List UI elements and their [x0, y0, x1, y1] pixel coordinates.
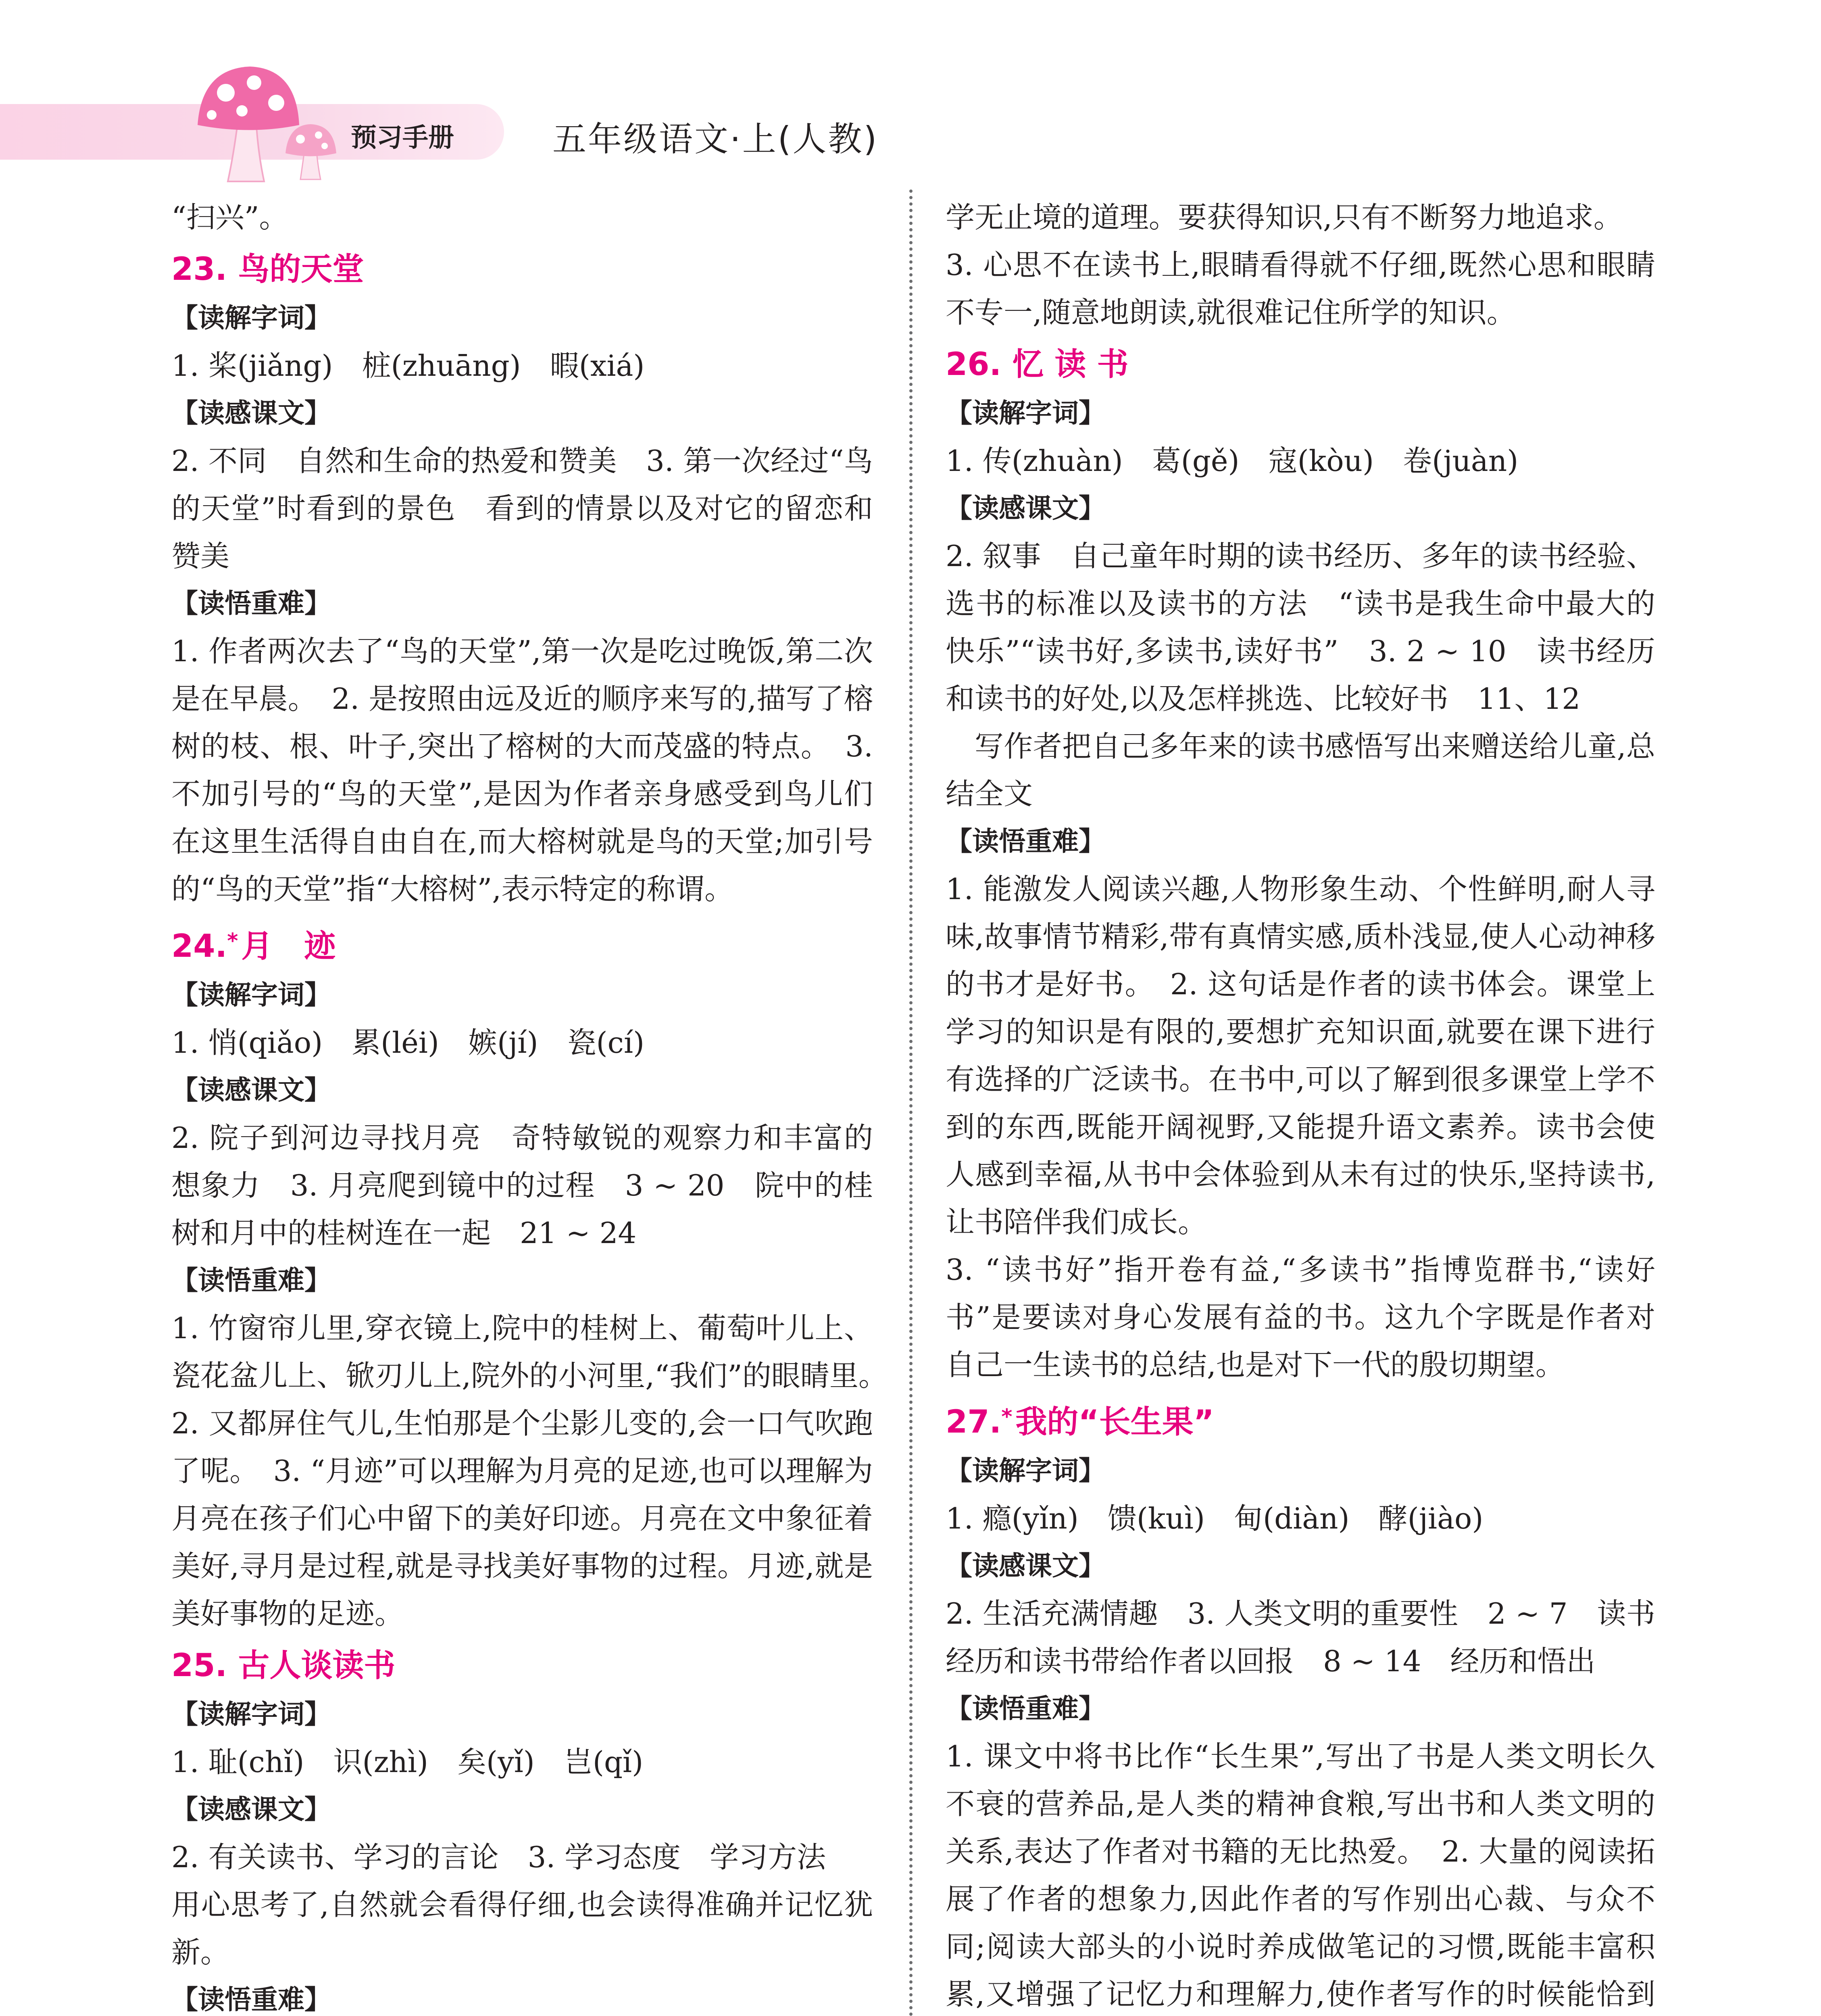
paragraph: 1. 桨(jiǎng) 桩(zhuāng) 暇(xiá) [171, 349, 645, 383]
lesson-number: 27. [946, 1404, 1002, 1440]
lesson-title [171, 916, 873, 971]
section-tag: 【读感课文】 [946, 493, 1105, 524]
paragraph: 2. 院子到河边寻找月亮 奇特敏锐的观察力和丰富的想象力 3. 月亮爬到镜中的过程 3 ~ 20 院中的桂树和月中的桂树连在一起 21 ~ 24 [171, 1121, 873, 1250]
section-tag: 【读悟重难】 [946, 1693, 1105, 1724]
section-tag: 【读解字词】 [946, 398, 1105, 429]
paragraph: 1. 竹窗帘儿里,穿衣镜上,院中的桂树上、葡萄叶儿上、瓷花盆儿上、锨刃儿上,院外的小河里,“我们”的眼睛里。 2. 又都屏住气儿,生怕那是个尘影儿变的,会一口气吹跑了呢。 3. “月迹”可以理解为月亮的足迹,也可以理解为月亮在孩子们心中留下的美好印迹。月亮在文中象征着美好,寻月是过程,就是寻找美好事物的过程。月迹,就是美好事物的足迹。 [171, 1311, 902, 1631]
section-tag: 【读解字词】 [171, 979, 331, 1010]
lesson-name: 我的“长生果” [1015, 1404, 1214, 1440]
paragraph: 1. 能激发人阅读兴趣,人物形象生动、个性鲜明,耐人寻味,故事情节精彩,带有真情实感,质朴浅显,使人心动神移的书才是好书。 2. 这句话是作者的读书体会。课堂上学习的知识是有限的,要想扩充知识面,就要在课下进行有选择的广泛读书。在书中,可以了解到很多课堂上学不到的东西,既能开阔视野,又能提升语文素养。读书会使人感到幸福,从书中会体验到从未有过的快乐,坚持读书,让书陪伴我们成长。 [946, 872, 1655, 1239]
section-tag: 【读感课文】 [946, 1550, 1105, 1581]
section-tag: 【读解字词】 [171, 302, 331, 333]
header-label: 预习手册 [351, 123, 454, 153]
section-tag: 【读解字词】 [946, 1455, 1105, 1486]
paragraph: 1. 耻(chǐ) 识(zhì) 矣(yǐ) 岂(qǐ) [171, 1745, 644, 1779]
paragraph: “扫兴”。 [171, 200, 288, 234]
paragraph: 2. 生活充满情趣 3. 人类文明的重要性 2 ~ 7 读书经历和读书带给作者以回报 8 ~ 14 经历和悟出 [946, 1597, 1655, 1678]
paragraph: 用心思考了,自然就会看得仔细,也会读得准确并记忆犹新。 [171, 1888, 873, 1969]
section-tag: 【读悟重难】 [171, 1984, 331, 2015]
left-column [171, 194, 902, 2016]
section-tag: 【读解字词】 [171, 1699, 331, 1730]
section-tag: 【读悟重难】 [171, 588, 331, 619]
paragraph: 学无止境的道理。要获得知识,只有不断努力地追求。 [946, 200, 1623, 234]
right-column [946, 194, 1655, 2016]
lesson-number: 24. [171, 928, 227, 964]
paragraph: 2. 叙事 自己童年时期的读书经历、多年的读书经验、选书的标准以及读书的方法 “读书是我生命中最大的快乐”“读书好,多读书,读好书” 3. 2 ~ 10 读书经历和读书的好处,以及怎样挑选、比较好书 11、12 [946, 539, 1655, 716]
paragraph: 1. 作者两次去了“鸟的天堂”,第一次是吃过晚饭,第二次是在早晨。 2. 是按照由远及近的顺序来写的,描写了榕树的枝、根、叶子,突出了榕树的大而茂盛的特点。 3. 不加引号的“鸟的天堂”,是因为作者亲身感受到鸟儿们在这里生活得自由自在,而大榕树就是鸟的天堂;加引号的“鸟的天堂”指“大榕树”,表示特定的称谓。 [171, 634, 873, 906]
section-tag: 【读感课文】 [171, 398, 331, 429]
lesson-name: 月 迹 [241, 928, 336, 964]
paragraph: 2. 有关读书、学习的言论 3. 学习态度 学习方法 [171, 1840, 826, 1874]
paragraph: 1. 传(zhuàn) 葛(gě) 寇(kòu) 卷(juàn) [946, 444, 1519, 478]
lesson-title [946, 1392, 1655, 1447]
paragraph: 3. “读书好”指开卷有益,“多读书”指博览群书,“读好书”是要读对身心发展有益的书。这九个字既是作者对自己一生读书的总结,也是对下一代的殷切期望。 [946, 1253, 1655, 1382]
paragraph: 2. 不同 自然和生命的热爱和赞美 3. 第一次经过“鸟的天堂”时看到的景色 看到的情景以及对它的留恋和赞美 [171, 444, 873, 573]
section-tag: 【读悟重难】 [946, 826, 1105, 857]
lesson-title: 23. 鸟的天堂 [171, 251, 364, 287]
star-mark: * [1001, 1405, 1013, 1429]
star-mark: * [227, 929, 238, 953]
paragraph: 1. 课文中将书比作“长生果”,写出了书是人类文明长久不衰的营养品,是人类的精神食粮,写出书和人类文明的关系,表达了作者对书籍的无比热爱。 2. 大量的阅读拓展了作者的想象力,因此作者的写作别出心裁、与众不同;阅读大部头的小说时养成做笔记的习惯,既能丰富积累,又增强了记忆力和理解力,使作者写作的时候能恰到 [946, 1739, 1655, 2011]
section-tag: 【读感课文】 [171, 1794, 331, 1825]
paragraph: 1. 悄(qiǎo) 累(léi) 嫉(jí) 瓷(cí) [171, 1026, 645, 1060]
header-title: 五年级语文·上(人教) [552, 119, 879, 159]
paragraph: 写作者把自己多年来的读书感悟写出来赠送给儿童,总结全文 [946, 729, 1655, 811]
small-mushroom-icon [282, 121, 339, 181]
lesson-title: 26. 忆 读 书 [946, 346, 1129, 383]
section-tag: 【读悟重难】 [171, 1265, 331, 1296]
lesson-title: 25. 古人谈读书 [171, 1647, 396, 1684]
paragraph: 1. 瘾(yǐn) 馈(kuì) 甸(diàn) 酵(jiào) [946, 1502, 1483, 1535]
column-divider [909, 190, 913, 2016]
paragraph: 3. 心思不在读书上,眼睛看得就不仔细,既然心思和眼睛不专一,随意地朗读,就很难记住所学的知识。 [946, 248, 1655, 329]
section-tag: 【读感课文】 [171, 1075, 331, 1106]
